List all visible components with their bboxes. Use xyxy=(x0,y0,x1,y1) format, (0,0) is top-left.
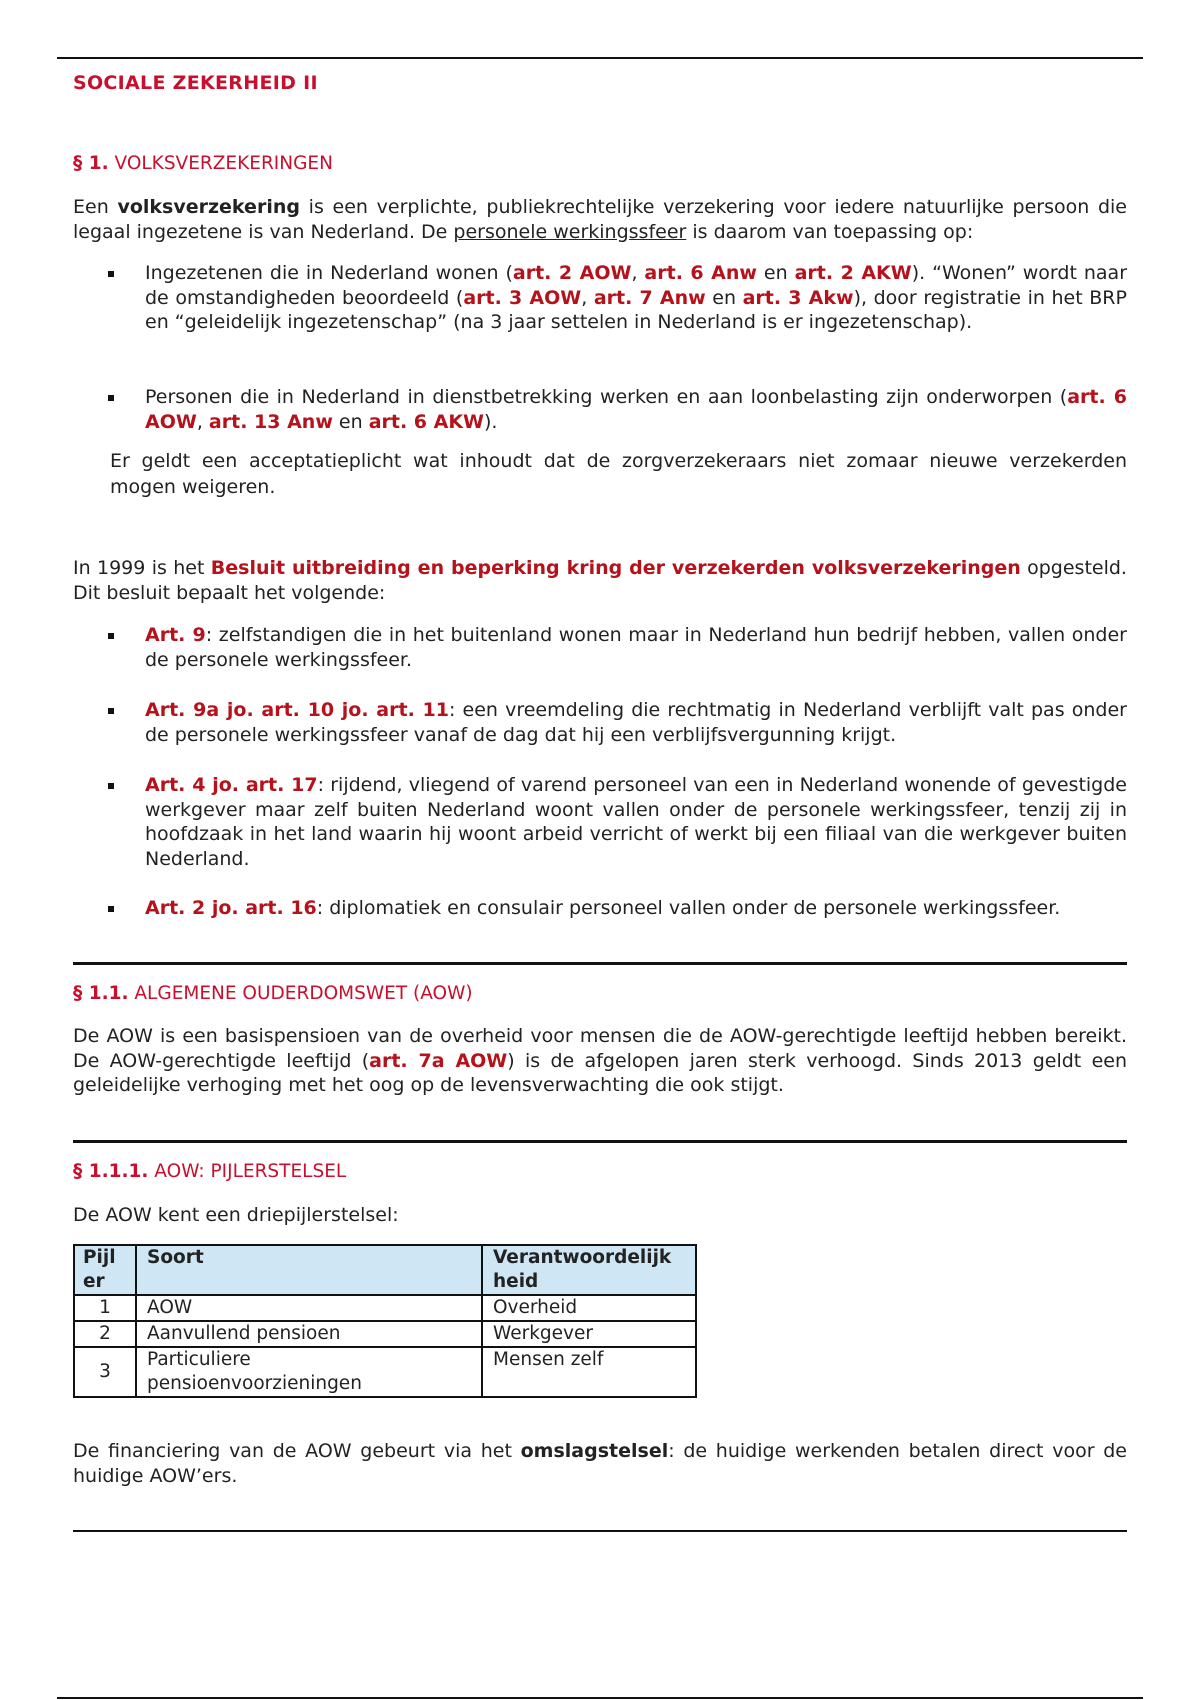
section-title: AOW: PIJLERSTELSEL xyxy=(154,1161,347,1182)
table-header-row xyxy=(74,1245,696,1295)
page-bottom-rule xyxy=(57,1697,1143,1699)
table-cell: AOW xyxy=(136,1295,482,1321)
acceptatieplicht-note: Er geldt een acceptatieplicht wat inhoudt dat de zorgverzekeraars niet zomaar nieuwe verzekerden mogen weigeren. xyxy=(110,450,1127,498)
table-row xyxy=(74,1295,696,1321)
table-cell: 1 xyxy=(74,1295,136,1321)
section-divider xyxy=(73,1140,1127,1143)
section-heading-volksverzekeringen xyxy=(73,153,333,174)
section-heading-aow xyxy=(73,983,473,1004)
page-top-rule xyxy=(57,57,1143,59)
text-run: Een xyxy=(73,196,118,218)
column-header-pijler: Pijl er xyxy=(74,1245,136,1295)
term-volksverzekering: volksverzekering xyxy=(117,196,300,218)
law-reference: art. 2 AKW xyxy=(794,262,912,284)
table-cell: 2 xyxy=(74,1321,136,1347)
law-reference: art. 13 Anw xyxy=(208,410,333,433)
table-row xyxy=(74,1321,696,1347)
table-row xyxy=(74,1347,696,1397)
bullet-icon xyxy=(108,633,114,639)
financiering-paragraph: De financiering van de AOW gebeurt via het omslagstelsel: de huidige werkenden betalen direct voor de huidige AOW’ers. xyxy=(73,1440,1127,1487)
bullet-icon xyxy=(108,395,114,401)
table-cell: Overheid xyxy=(482,1295,696,1321)
list-item-text: Personen die in Nederland in dienstbetrekking werken en aan loonbelasting zijn onderworpen (art. 6 AOW, art. 13 Anw en art. 6 AKW). xyxy=(145,386,1127,433)
bullet-icon xyxy=(108,271,114,277)
law-reference: art. 3 Akw xyxy=(742,286,854,309)
besluit-paragraph: In 1999 is het Besluit uitbreiding en beperking kring der verzekerden volksverzekeringen opgesteld. Dit besluit bepaalt het volgende: xyxy=(73,557,1127,604)
table-cell: 3 xyxy=(74,1347,136,1397)
law-reference: art. 7a AOW xyxy=(369,1049,508,1072)
table-cell: Werkgever xyxy=(482,1321,696,1347)
section-divider xyxy=(73,962,1127,965)
law-reference: Art. 2 jo. art. 16 xyxy=(145,897,317,919)
section-divider xyxy=(73,1530,1127,1532)
section-title: ALGEMENE OUDERDOMSWET (AOW) xyxy=(134,983,473,1004)
column-header-soort: Soort xyxy=(136,1245,482,1295)
list-item-text: Art. 2 jo. art. 16: diplomatiek en consulair personeel vallen onder de personele werkingssfeer. xyxy=(145,897,1061,919)
pijlerstelsel-table xyxy=(73,1244,697,1398)
law-reference: art. 6 AKW xyxy=(368,410,485,433)
law-reference: art. 3 AOW xyxy=(463,286,582,309)
list-item-text: Art. 9a jo. art. 10 jo. art. 11: een vreemdeling die rechtmatig in Nederland verblijft valt pas onder de personele werkingssfeer vanaf de dag dat hij een verblijfsvergunning krijgt. xyxy=(145,699,1127,746)
section-heading-pijlerstelsel xyxy=(73,1161,346,1182)
text-run: is een verplichte, publiekrechtelijke verzekering voor iedere natuurlijke persoon die legaal ingezetene is van Nederland. De xyxy=(73,196,1128,243)
volksverzekering-definition xyxy=(73,195,1127,244)
law-reference: art. 7 Anw xyxy=(593,286,706,309)
column-header-verantwoordelijkheid: Verantwoordelijk heid xyxy=(482,1245,696,1295)
law-reference: Art. 9 xyxy=(145,624,206,646)
section-title: VOLKSVERZEKERINGEN xyxy=(114,153,333,174)
bullet-icon xyxy=(108,708,114,714)
table-cell: Mensen zelf xyxy=(482,1347,696,1397)
bullet-icon xyxy=(108,783,114,789)
term-personele-werkingssfeer: personele werkingssfeer xyxy=(453,220,687,243)
section-number: § 1.1.1. xyxy=(73,1161,149,1182)
law-reference: Art. 4 jo. art. 17 xyxy=(145,774,318,796)
law-reference: art. 6 Anw xyxy=(644,262,757,284)
table-cell: Particuliere pensioenvoorzieningen xyxy=(136,1347,482,1397)
section-number: § 1.1. xyxy=(73,983,129,1004)
section-number: § 1. xyxy=(73,153,109,174)
aow-paragraph: De AOW is een basispensioen van de overheid voor mensen die de AOW-gerechtigde leeftijd hebben bereikt. De AOW-gerechtigde leeftijd (art. 7a AOW) is de afgelopen jaren sterk verhoogd. Sinds 2013 geldt een geleidelijke verhoging met het oog op de levensverwachting die ook stijgt. xyxy=(73,1025,1127,1096)
text-run: is daarom van toepassing op: xyxy=(686,220,974,243)
list-item-text: Art. 4 jo. art. 17: rijdend, vliegend of varend personeel van een in Nederland wonende of gevestigde werkgever maar zelf buiten Nederland woont vallen onder de personele werkingssfeer, tenzij zij in hoofdzaak in het land waarin hij woont arbeid verricht of werkt bij een filiaal van die werkgever buiten Nederland. xyxy=(145,774,1127,870)
table-cell: Aanvullend pensioen xyxy=(136,1321,482,1347)
law-reference: art. 6 AOW xyxy=(145,386,1127,433)
list-item-text: Ingezetenen die in Nederland wonen (art. 2 AOW, art. 6 Anw en art. 2 AKW). “Wonen” wordt naar de omstandigheden beoordeeld (art. 3 AOW, art. 7 Anw en art. 3 Akw), door registratie in het BRP en “geleidelijk ingezetenschap” (na 3 jaar settelen in Nederland is er ingezetenschap). xyxy=(145,262,1128,333)
term-omslagstelsel: omslagstelsel xyxy=(520,1440,669,1462)
list-item-text: Art. 9: zelfstandigen die in het buitenland wonen maar in Nederland hun bedrijf hebben, vallen onder de personele werkingssfeer. xyxy=(145,624,1127,671)
besluit-title: Besluit uitbreiding en beperking kring der verzekerden volksverzekeringen xyxy=(210,557,1021,579)
law-reference: art. 2 AOW xyxy=(512,262,632,284)
law-reference: Art. 9a jo. art. 10 jo. art. 11 xyxy=(145,699,449,721)
document-title: SOCIALE ZEKERHEID II xyxy=(73,72,318,94)
bullet-icon xyxy=(108,906,114,912)
pijlerstelsel-intro: De AOW kent een driepijlerstelsel: xyxy=(73,1204,399,1226)
